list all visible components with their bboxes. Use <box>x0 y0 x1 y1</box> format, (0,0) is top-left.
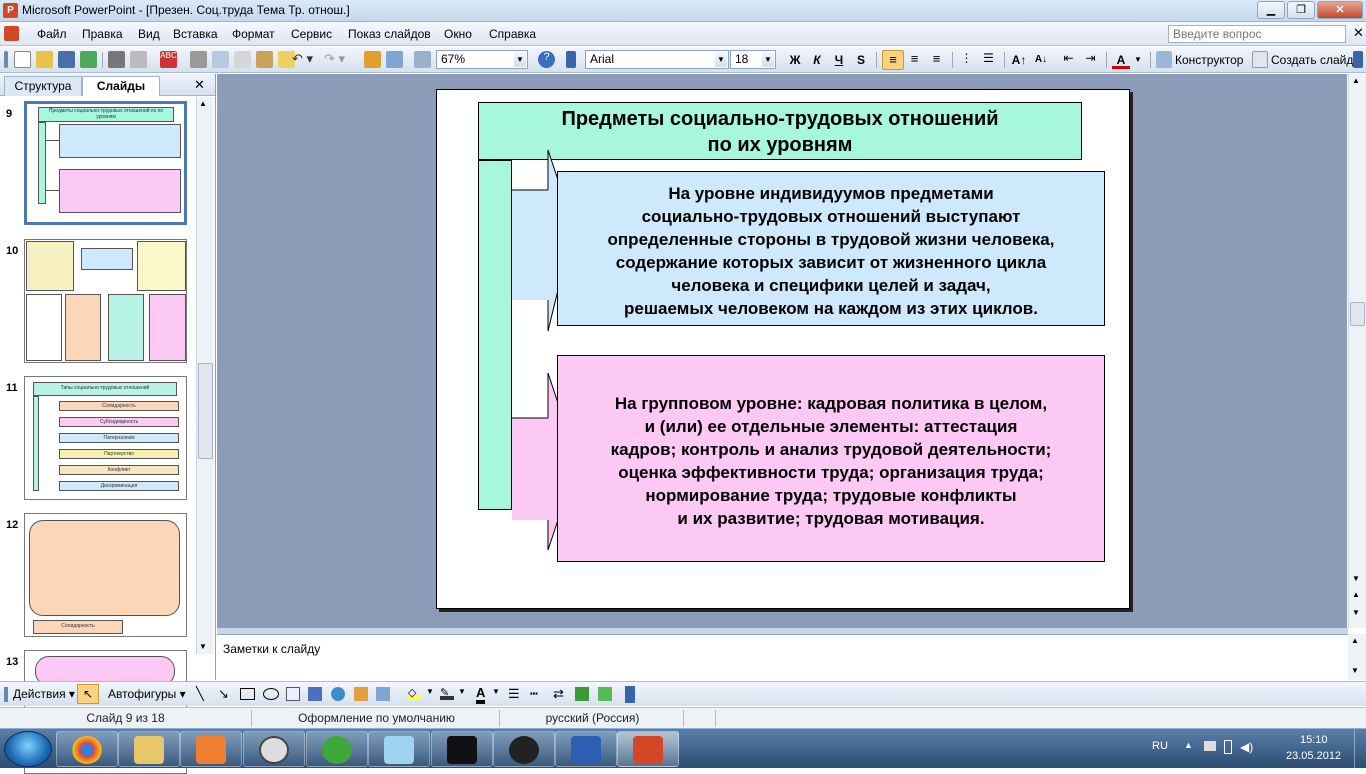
clock-icon <box>259 736 289 764</box>
thumb-caption: Солидарность <box>61 623 95 629</box>
separator <box>1150 52 1151 68</box>
slides-pane <box>0 74 216 680</box>
individual-level-box[interactable] <box>557 171 1105 326</box>
pane-tabs <box>0 74 215 96</box>
line-icon[interactable]: ╲ <box>196 686 204 701</box>
chevron-down-icon[interactable]: ▼ <box>715 52 727 67</box>
new-icon[interactable] <box>14 51 31 68</box>
chevron-down-icon[interactable]: ▼ <box>458 687 466 696</box>
toolbar-options-icon[interactable] <box>625 686 635 703</box>
actions-label: Действия <box>13 687 66 701</box>
group-level-box[interactable] <box>557 355 1105 562</box>
game-icon <box>447 736 477 764</box>
designer-icon[interactable] <box>1156 51 1172 68</box>
chevron-down-icon[interactable]: ▼ <box>426 687 434 696</box>
scroll-down-icon[interactable]: ▼ <box>1351 666 1359 675</box>
powerpoint-icon <box>633 736 663 764</box>
show-grid-icon[interactable] <box>414 51 431 68</box>
close-document-icon[interactable]: ✕ <box>1353 25 1364 40</box>
start-button[interactable] <box>4 731 52 767</box>
chevron-down-icon[interactable]: ▼ <box>492 687 500 696</box>
ask-question-input[interactable]: Введите вопрос <box>1168 25 1346 43</box>
taskbar-media[interactable] <box>180 731 242 767</box>
menu-tools[interactable]: Сервис <box>291 27 333 41</box>
separator <box>1004 52 1005 68</box>
scroll-thumb[interactable] <box>1350 302 1365 326</box>
separator <box>952 52 953 68</box>
toolbar-options-icon[interactable] <box>1353 51 1363 68</box>
align-right-icon[interactable]: ≡ <box>932 51 941 66</box>
close-pane-icon[interactable]: ✕ <box>194 77 205 92</box>
font-size-combo[interactable] <box>730 50 776 69</box>
scroll-up-icon[interactable]: ▲ <box>1351 636 1359 645</box>
shadow-button[interactable]: S <box>856 53 865 67</box>
help-icon[interactable]: ? <box>538 51 555 68</box>
bullets-icon[interactable]: ☰ <box>983 51 994 65</box>
text-line: содержание которых зависит от жизненного цикла <box>615 253 1047 272</box>
zoom-value: 67% <box>441 52 466 66</box>
tray-expand-icon[interactable]: ▲ <box>1184 740 1193 750</box>
clock-time[interactable]: 15:10 <box>1300 734 1328 746</box>
language-status[interactable]: русский (Россия) <box>502 710 684 727</box>
next-slide-icon[interactable]: ▼ <box>1352 608 1360 617</box>
thumb-item: Партнерство <box>104 451 134 457</box>
chevron-down-icon[interactable]: ▼ <box>514 52 526 67</box>
word-icon <box>571 736 601 764</box>
notepad-icon <box>384 736 414 764</box>
scroll-down-icon[interactable]: ▼ <box>1352 574 1360 583</box>
paste-icon[interactable] <box>256 51 273 68</box>
media-player-icon <box>196 736 226 764</box>
font-color-icon[interactable]: A <box>476 685 485 704</box>
arrow-style-icon[interactable]: ⇄ <box>553 686 564 701</box>
thumb-item: Дискриминация <box>100 483 138 489</box>
window-title: Microsoft PowerPoint - [Презен. Соц.труда Тема Тр. отнош.] <box>22 3 350 17</box>
status-bar <box>0 707 1366 728</box>
autoshapes-label: Автофигуры <box>108 687 177 701</box>
cut-icon[interactable] <box>212 51 229 68</box>
line-color-icon[interactable]: ✎ <box>440 686 454 700</box>
language-indicator[interactable]: RU <box>1152 740 1168 752</box>
text-line: оценка эффективности труда; организация труда; <box>618 463 1044 482</box>
thumb-item: Солидарность <box>102 403 136 409</box>
slide-number: 9 <box>6 108 13 120</box>
undo-icon[interactable]: ↶ ▾ <box>292 51 314 66</box>
wordart-icon[interactable] <box>308 687 322 701</box>
bold-button[interactable]: Ж <box>789 53 801 67</box>
separator <box>1106 52 1107 68</box>
windows-taskbar <box>0 728 1366 768</box>
close-window-button[interactable]: ✕ <box>1317 1 1363 19</box>
textbox-icon[interactable] <box>286 687 300 701</box>
slide-number: 11 <box>6 382 18 394</box>
connector-bar[interactable] <box>478 160 512 510</box>
3d-style-icon[interactable] <box>598 687 612 701</box>
save-icon[interactable] <box>58 51 75 68</box>
oval-icon[interactable] <box>263 688 279 700</box>
menu-format[interactable]: Формат <box>232 27 275 41</box>
clipart-icon[interactable] <box>354 687 368 701</box>
taskbar-app[interactable] <box>493 731 555 767</box>
numbering-icon[interactable]: ⋮ <box>960 51 973 65</box>
document-icon[interactable] <box>4 26 19 41</box>
notes-placeholder: Заметки к слайду <box>223 642 321 656</box>
font-color-icon[interactable]: A <box>1112 51 1130 69</box>
drawing-toolbar <box>0 681 1366 706</box>
insert-chart-icon[interactable] <box>364 51 381 68</box>
previous-slide-icon[interactable]: ▲ <box>1352 590 1360 599</box>
slide-number: 13 <box>6 656 19 668</box>
slide-thumbnail-12[interactable] <box>24 513 187 637</box>
thumbnails-list <box>0 97 196 668</box>
tab-outline[interactable]: Структура <box>4 76 82 96</box>
font-size-value: 18 <box>735 52 749 66</box>
thumb-item: Патернализм <box>103 435 135 441</box>
dash-style-icon[interactable]: ┅ <box>530 686 538 701</box>
notes-scrollbar[interactable] <box>1348 634 1366 680</box>
font-combo[interactable] <box>585 50 729 69</box>
tab-slides[interactable]: Слайды <box>82 76 160 96</box>
toolbar-options-icon[interactable] <box>566 51 576 68</box>
thumbnails-scrollbar[interactable] <box>196 97 214 654</box>
align-center-icon[interactable]: ≡ <box>910 51 919 66</box>
menu-bar <box>0 22 1366 46</box>
show-desktop-button[interactable] <box>1354 729 1366 769</box>
print-icon[interactable] <box>108 51 125 68</box>
autoshapes-menu-button[interactable]: Автофигуры ▾ <box>108 687 186 701</box>
maximize-button[interactable]: ❐ <box>1287 1 1315 19</box>
minimize-button[interactable]: ▁ <box>1257 1 1285 19</box>
folder-icon <box>134 736 164 764</box>
shadow-style-icon[interactable] <box>575 687 589 701</box>
slide-counter: Слайд 9 из 18 <box>0 710 252 727</box>
new-slide-button[interactable]: Создать слайд <box>1271 53 1354 67</box>
menu-file[interactable]: Файл <box>37 27 67 41</box>
diagram-icon[interactable] <box>331 687 345 701</box>
text-line: нормирование труда; трудовые конфликты <box>645 486 1017 505</box>
design-template[interactable]: Оформление по умолчанию <box>254 710 500 727</box>
menu-insert[interactable]: Вставка <box>173 27 218 41</box>
text-line: социально-трудовых отношений выступают <box>641 207 1021 226</box>
increase-indent-icon[interactable]: ⇥ <box>1085 51 1096 65</box>
text-line: человека и специфики целей и задач, <box>671 276 991 295</box>
rectangle-icon[interactable] <box>240 688 255 700</box>
menu-help[interactable]: Справка <box>489 27 537 41</box>
volume-icon[interactable]: ◀) <box>1240 740 1254 754</box>
scroll-thumb[interactable] <box>198 363 213 459</box>
line-style-icon[interactable]: ☰ <box>508 686 520 701</box>
thumb-item: Субсидиарность <box>99 419 139 425</box>
open-icon[interactable] <box>36 51 53 68</box>
text-line: и (или) ее отдельные элементы: аттестация <box>644 417 1018 436</box>
taskbar-powerpoint[interactable] <box>617 731 679 767</box>
research-icon[interactable] <box>190 51 207 68</box>
slide-title-line: по их уровням <box>707 134 853 156</box>
italic-button[interactable]: К <box>813 53 821 67</box>
scroll-up-icon[interactable]: ▲ <box>1352 76 1360 85</box>
chevron-down-icon[interactable]: ▼ <box>1134 55 1142 64</box>
thumb-item: Конфликт <box>107 467 131 473</box>
system-tray <box>1140 729 1366 769</box>
notes-pane[interactable] <box>217 634 1348 680</box>
menu-window[interactable]: Окно <box>444 27 472 41</box>
battery-icon[interactable] <box>1224 740 1232 754</box>
text-line: определенные стороны в трудовой жизни человека, <box>607 230 1055 249</box>
network-icon[interactable] <box>1204 741 1216 751</box>
text-line: кадров; контроль и анализ трудовой деятельности; <box>610 440 1052 459</box>
taskbar-game[interactable] <box>431 731 493 767</box>
slide-thumbnail-11[interactable] <box>24 376 187 500</box>
taskbar-word[interactable] <box>555 731 617 767</box>
text-line: На групповом уровне: кадровая политика в целом, <box>614 394 1048 413</box>
increase-font-icon[interactable]: A↑ <box>1011 53 1027 67</box>
arrow-icon[interactable]: ↘ <box>218 686 229 701</box>
copy-icon[interactable] <box>234 51 251 68</box>
new-slide-icon[interactable] <box>1252 51 1268 68</box>
toolbar-grip[interactable] <box>4 51 8 68</box>
font-name: Arial <box>590 52 615 66</box>
decrease-indent-icon[interactable]: ⇤ <box>1063 51 1074 65</box>
spelling-icon[interactable]: ABC <box>160 51 177 68</box>
separator <box>102 52 103 68</box>
slide-number: 12 <box>6 519 19 531</box>
scroll-down-icon[interactable]: ▼ <box>199 642 207 651</box>
thumb-title: Предметы социально-трудовых отношений по их уровням <box>48 108 164 120</box>
powerpoint-app-icon[interactable]: P <box>3 3 18 18</box>
status-blank <box>686 710 716 727</box>
zoom-combo[interactable] <box>436 50 528 69</box>
toolbar-grip[interactable] <box>4 687 8 702</box>
chevron-down-icon[interactable]: ▼ <box>762 52 774 67</box>
clock-date[interactable]: 23.05.2012 <box>1286 750 1342 762</box>
redo-icon[interactable]: ↷ ▾ <box>324 51 346 66</box>
slide-title-line: Предметы социально-трудовых отношений <box>561 108 999 130</box>
underline-button[interactable]: Ч <box>834 53 844 67</box>
taskbar-chrome[interactable] <box>56 731 118 767</box>
thumb-title: Типы социально-трудовых отношений <box>60 385 150 391</box>
taskbar-explorer[interactable] <box>118 731 180 767</box>
menu-slideshow[interactable]: Показ слайдов <box>348 27 431 41</box>
menu-view[interactable]: Вид <box>138 27 160 41</box>
editor-scrollbar[interactable] <box>1348 74 1366 628</box>
select-objects-icon[interactable]: ↖ <box>77 684 99 704</box>
chrome-icon <box>72 736 102 764</box>
scroll-up-icon[interactable]: ▲ <box>199 99 207 108</box>
designer-button[interactable]: Конструктор <box>1175 53 1244 67</box>
slide-thumbnail-10[interactable] <box>24 239 187 363</box>
align-left-icon[interactable]: ≡ <box>882 50 904 70</box>
fill-color-icon[interactable]: ◇ <box>408 686 422 700</box>
text-line: решаемых человеком на каждом из этих циклов. <box>624 299 1038 318</box>
picture-icon[interactable] <box>376 687 390 701</box>
permission-icon[interactable] <box>80 51 97 68</box>
print-preview-icon[interactable] <box>130 51 147 68</box>
text-line: На уровне индивидуумов предметами <box>668 184 994 203</box>
separator <box>876 52 877 68</box>
window-titlebar <box>0 0 1366 22</box>
utorrent-icon <box>322 736 352 764</box>
insert-table-icon[interactable] <box>386 51 403 68</box>
actions-menu-button[interactable]: Действия ▾ <box>13 687 75 701</box>
taskbar-utorrent[interactable] <box>306 731 368 767</box>
taskbar-notes[interactable] <box>368 731 430 767</box>
text-line: и их развитие; трудовая мотивация. <box>677 509 985 528</box>
taskbar-clock[interactable] <box>243 731 305 767</box>
decrease-font-icon[interactable]: A↓ <box>1034 54 1048 65</box>
slide-number: 10 <box>6 245 19 257</box>
menu-edit[interactable]: Правка <box>82 27 123 41</box>
emblem-icon <box>509 736 539 764</box>
slide-thumbnail-9[interactable] <box>24 101 187 225</box>
toolbar <box>0 47 1366 73</box>
